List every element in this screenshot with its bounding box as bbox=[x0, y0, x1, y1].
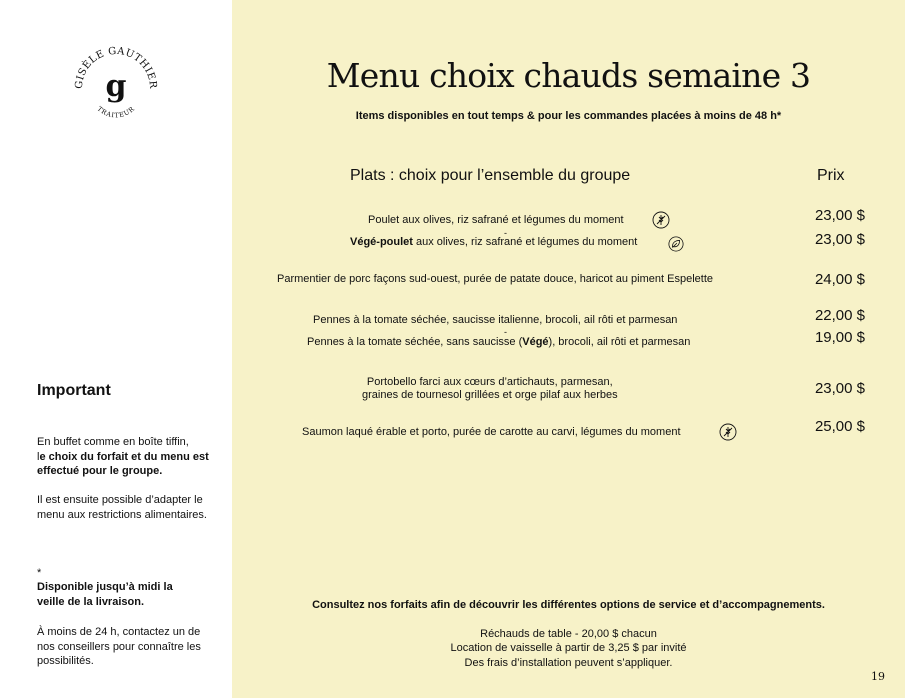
page-subtitle: Items disponibles en tout temps & pour les commandes placées à moins de 48 h* bbox=[355, 110, 782, 122]
menu-item-price: 23,00 $ bbox=[814, 231, 865, 248]
footer-line-1: Réchauds de table - 20,00 $ chacun bbox=[480, 628, 657, 640]
brand-tagline: TRAITEUR bbox=[95, 104, 137, 120]
menu-item-price: 24,00 $ bbox=[814, 271, 865, 288]
menu-item: Poulet aux olives, riz safrané et légumes du moment bbox=[368, 214, 624, 226]
price-column-header: Prix bbox=[817, 167, 845, 184]
menu-item: Pennes à la tomate séchée, saucisse italienne, brocoli, ail rôti et parmesan bbox=[313, 314, 678, 326]
separator: - bbox=[504, 327, 507, 337]
footer-line-3: Des frais d’installation peuvent s’appliquer. bbox=[464, 657, 673, 669]
important-heading: Important bbox=[37, 382, 111, 399]
brand-monogram: g bbox=[105, 69, 127, 104]
page-title: Menu choix chauds semaine 3 bbox=[326, 56, 811, 95]
menu-item-price: 25,00 $ bbox=[814, 418, 865, 435]
menu-item: Saumon laqué érable et porto, purée de carotte au carvi, légumes du moment bbox=[302, 426, 681, 438]
svg-text:TRAITEUR bbox=[96, 105, 137, 120]
footer-line-2: Location de vaisselle à partir de 3,25 $ par invité bbox=[450, 642, 687, 654]
menu-item: Pennes à la tomate séchée, sans saucisse (Végé), brocoli, ail rôti et parmesan bbox=[307, 336, 691, 348]
menu-item-price: 23,00 $ bbox=[814, 380, 865, 397]
page-number: 19 bbox=[871, 670, 885, 683]
brand-logo bbox=[68, 36, 164, 132]
gluten-free-icon bbox=[719, 423, 737, 441]
menu-panel bbox=[232, 0, 905, 698]
important-availability: Disponible jusqu’à midi la veille de la livraison. bbox=[37, 581, 173, 608]
menu-item: Parmentier de porc façons sud-ouest, purée de patate douce, haricot au piment Espelette bbox=[277, 273, 713, 285]
dishes-column-header: Plats : choix pour l’ensemble du groupe bbox=[350, 167, 631, 184]
important-paragraph-1: En buffet comme en boîte tiffin, le choix du forfait et du menu est effectué pour le groupe. bbox=[37, 436, 209, 477]
menu-item: Végé-poulet aux olives, riz safrané et légumes du moment bbox=[350, 236, 638, 248]
gluten-free-icon bbox=[652, 211, 670, 229]
separator: - bbox=[504, 228, 507, 238]
important-paragraph-4: À moins de 24 h, contactez un de nos conseillers pour connaître les possibilités. bbox=[37, 626, 201, 667]
menu-item-price: 23,00 $ bbox=[814, 207, 865, 224]
menu-item-price: 19,00 $ bbox=[814, 329, 865, 346]
menu-item: Portobello farci aux cœurs d’artichauts, parmesan, graines de tournesol grillées et orge pilaf aux herbes bbox=[362, 376, 618, 401]
important-paragraph-2: Il est ensuite possible d’adapter le menu aux restrictions alimentaires. bbox=[37, 494, 207, 521]
important-asterisk: * bbox=[37, 567, 42, 579]
vegetarian-leaf-icon bbox=[668, 236, 684, 252]
sidebar bbox=[0, 0, 232, 698]
menu-item-price: 22,00 $ bbox=[814, 307, 865, 324]
forfaits-note: Consultez nos forfaits afin de découvrir les différentes options de service et d’accompagnements. bbox=[312, 599, 825, 611]
brand-name: GISÈLE GAUTHIER bbox=[73, 45, 159, 90]
